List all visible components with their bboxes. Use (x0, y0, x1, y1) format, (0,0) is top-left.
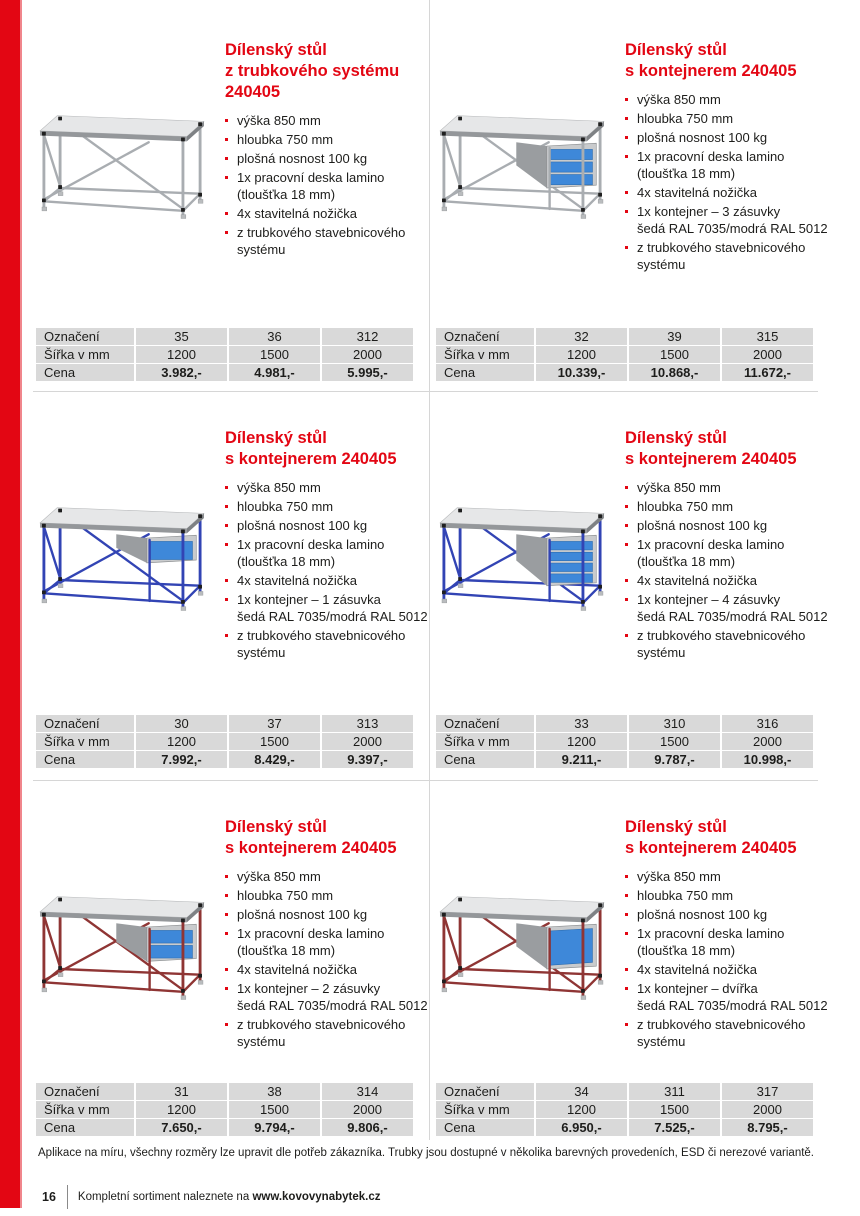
price-table-value: 312 (322, 328, 413, 345)
spec-item: z trubkového stavebnicového systému (225, 627, 443, 661)
price-table-value: 35 (136, 328, 227, 345)
price-table-value: 9.211,- (536, 751, 627, 768)
spec-item: 1x pracovní deska lamino (tloušťka 18 mm) (625, 148, 843, 182)
price-table-label: Šířka v mm (36, 346, 134, 363)
price-table-value: 1200 (536, 346, 627, 363)
price-table-value: 39 (629, 328, 720, 345)
workbench-blue-4-drawers (436, 500, 608, 622)
bullet-icon (225, 505, 228, 508)
workbench-maroon-2-drawers (36, 889, 208, 1011)
bullet-icon (625, 913, 628, 916)
spec-item: 4x stavitelná nožička (625, 572, 843, 589)
spec-item: z trubkového stavebnicového systému (225, 1016, 443, 1050)
spec-item: 1x pracovní deska lamino (tloušťka 18 mm) (625, 925, 843, 959)
price-table-value: 1500 (229, 1101, 320, 1118)
price-table-value: 316 (722, 715, 813, 732)
bullet-icon (625, 598, 628, 601)
price-table-value: 1200 (536, 733, 627, 750)
price-table-value: 1500 (229, 346, 320, 363)
price-table-value: 11.672,- (722, 364, 813, 381)
footer-text: Kompletní sortiment naleznete na (77, 1191, 250, 1203)
price-table-value: 2000 (322, 733, 413, 750)
bullet-icon (625, 191, 628, 194)
bullet-icon (625, 987, 628, 990)
bullet-icon (225, 987, 228, 990)
price-table-label: Šířka v mm (36, 733, 134, 750)
spec-item: z trubkového stavebnicového systému (625, 239, 843, 273)
bullet-icon (225, 486, 228, 489)
price-table-value: 7.992,- (136, 751, 227, 768)
spec-list (625, 868, 843, 1050)
price-table (436, 1083, 813, 1136)
product-title: Dílenský stůl z trubkového systému 240405 (225, 41, 400, 101)
bullet-icon (625, 155, 628, 158)
spec-item: 4x stavitelná nožička (225, 205, 443, 222)
price-table-value: 2000 (722, 733, 813, 750)
spec-item: plošná nosnost 100 kg (225, 150, 443, 167)
bullet-icon (625, 634, 628, 637)
spec-item: 1x pracovní deska lamino (tloušťka 18 mm) (225, 536, 443, 570)
product-title: Dílenský stůl s kontejnerem 240405 (225, 818, 397, 857)
price-table-value: 7.650,- (136, 1119, 227, 1136)
price-table-label: Šířka v mm (436, 1101, 534, 1118)
price-table-value: 9.806,- (322, 1119, 413, 1136)
page-number: 16 (42, 1190, 56, 1204)
spec-item: 4x stavitelná nožička (225, 572, 443, 589)
bullet-icon (625, 486, 628, 489)
price-table-value: 31 (136, 1083, 227, 1100)
bullet-icon (225, 875, 228, 878)
price-table-value: 315 (722, 328, 813, 345)
spec-item: 1x kontejner – 2 zásuvky šedá RAL 7035/modrá RAL 5012 (225, 980, 443, 1014)
bullet-icon (225, 932, 228, 935)
note-text: Aplikace na míru, všechny rozměry lze upravit dle potřeb zákazníka. Trubky jsou dostupné v několika barevných provedeních, ESD či nerezové variantě. (38, 1147, 815, 1159)
price-table-value: 37 (229, 715, 320, 732)
bullet-icon (625, 136, 628, 139)
price-table-value: 36 (229, 328, 320, 345)
price-table-value: 1200 (136, 346, 227, 363)
price-table-value: 4.981,- (229, 364, 320, 381)
price-table-value: 10.998,- (722, 751, 813, 768)
price-table-label: Cena (36, 364, 134, 381)
price-table-value: 1500 (629, 346, 720, 363)
price-table-value: 317 (722, 1083, 813, 1100)
bullet-icon (625, 210, 628, 213)
bullet-icon (225, 157, 228, 160)
price-table-label: Označení (36, 328, 134, 345)
spec-item: 1x kontejner – 1 zásuvka šedá RAL 7035/modrá RAL 5012 (225, 591, 443, 625)
product-card (0, 781, 460, 1171)
price-table-label: Cena (36, 1119, 134, 1136)
product-card (0, 0, 460, 390)
spec-item: plošná nosnost 100 kg (625, 517, 843, 534)
price-table-value: 32 (536, 328, 627, 345)
price-table-value: 6.950,- (536, 1119, 627, 1136)
price-table (36, 1083, 413, 1136)
price-table-value: 10.339,- (536, 364, 627, 381)
bullet-icon (625, 524, 628, 527)
spec-item: plošná nosnost 100 kg (625, 129, 843, 146)
spec-item: výška 850 mm (225, 112, 443, 129)
bullet-icon (225, 1023, 228, 1026)
spec-list (625, 479, 843, 661)
price-table (436, 715, 813, 768)
spec-item: 1x pracovní deska lamino (tloušťka 18 mm) (225, 169, 443, 203)
workbench-blue-1-drawer (36, 500, 208, 622)
bullet-icon (625, 246, 628, 249)
price-table-value: 3.982,- (136, 364, 227, 381)
price-table-label: Cena (436, 1119, 534, 1136)
price-table (436, 328, 813, 381)
price-table-value: 1500 (629, 733, 720, 750)
workbench-silver-no-container (36, 108, 208, 230)
bullet-icon (625, 543, 628, 546)
bullet-icon (225, 176, 228, 179)
price-table-value: 30 (136, 715, 227, 732)
spec-item: z trubkového stavebnicového systému (625, 1016, 843, 1050)
bullet-icon (225, 913, 228, 916)
price-table-label: Označení (436, 328, 534, 345)
page-footer (42, 1185, 380, 1209)
price-table-label: Označení (436, 1083, 534, 1100)
spec-item: hloubka 750 mm (225, 887, 443, 904)
product-card (400, 392, 860, 782)
spec-item: hloubka 750 mm (225, 498, 443, 515)
spec-item: 4x stavitelná nožička (625, 184, 843, 201)
price-table-value: 38 (229, 1083, 320, 1100)
spec-item: 4x stavitelná nožička (225, 961, 443, 978)
bullet-icon (225, 579, 228, 582)
spec-item: výška 850 mm (625, 91, 843, 108)
price-table-value: 9.787,- (629, 751, 720, 768)
price-table-value: 314 (322, 1083, 413, 1100)
price-table-value: 7.525,- (629, 1119, 720, 1136)
bullet-icon (625, 932, 628, 935)
spec-item: plošná nosnost 100 kg (225, 517, 443, 534)
spec-item: hloubka 750 mm (625, 887, 843, 904)
price-table-value: 33 (536, 715, 627, 732)
spec-item: 1x kontejner – dvířka šedá RAL 7035/modrá RAL 5012 (625, 980, 843, 1014)
price-table-value: 2000 (722, 1101, 813, 1118)
bullet-icon (225, 634, 228, 637)
product-card (0, 392, 460, 782)
product-title: Dílenský stůl s kontejnerem 240405 (625, 41, 797, 80)
footer-link[interactable]: www.kovovynabytek.cz (252, 1191, 381, 1203)
bullet-icon (625, 1023, 628, 1026)
bullet-icon (625, 579, 628, 582)
spec-list (625, 91, 843, 273)
bullet-icon (625, 117, 628, 120)
workbench-silver-3-drawers (436, 108, 608, 230)
price-table-label: Cena (436, 751, 534, 768)
spec-item: 4x stavitelná nožička (625, 961, 843, 978)
spec-item: výška 850 mm (625, 479, 843, 496)
price-table-label: Označení (436, 715, 534, 732)
price-table-value: 1200 (136, 733, 227, 750)
price-table-label: Šířka v mm (436, 733, 534, 750)
spec-item: hloubka 750 mm (625, 110, 843, 127)
price-table-value: 9.397,- (322, 751, 413, 768)
spec-item: z trubkového stavebnicového systému (225, 224, 443, 258)
spec-item: hloubka 750 mm (625, 498, 843, 515)
bullet-icon (225, 598, 228, 601)
price-table-value: 8.429,- (229, 751, 320, 768)
bullet-icon (625, 98, 628, 101)
price-table (36, 328, 413, 381)
bullet-icon (625, 875, 628, 878)
price-table-value: 2000 (722, 346, 813, 363)
spec-item: výška 850 mm (625, 868, 843, 885)
price-table-value: 2000 (322, 1101, 413, 1118)
price-table-value: 10.868,- (629, 364, 720, 381)
bullet-icon (225, 968, 228, 971)
price-table-value: 2000 (322, 346, 413, 363)
footer-divider (67, 1185, 68, 1209)
price-table-value: 1500 (629, 1101, 720, 1118)
spec-item: 1x kontejner – 4 zásuvky šedá RAL 7035/modrá RAL 5012 (625, 591, 843, 625)
price-table-value: 34 (536, 1083, 627, 1100)
product-title: Dílenský stůl s kontejnerem 240405 (625, 818, 797, 857)
price-table-value: 1500 (229, 733, 320, 750)
price-table-value: 1200 (536, 1101, 627, 1118)
bullet-icon (225, 524, 228, 527)
price-table-label: Cena (436, 364, 534, 381)
bullet-icon (225, 138, 228, 141)
product-card (400, 0, 860, 390)
price-table (36, 715, 413, 768)
spec-item: hloubka 750 mm (225, 131, 443, 148)
spec-item: 1x pracovní deska lamino (tloušťka 18 mm) (625, 536, 843, 570)
product-card (400, 781, 860, 1171)
bullet-icon (225, 212, 228, 215)
price-table-value: 1200 (136, 1101, 227, 1118)
bullet-icon (225, 894, 228, 897)
product-title: Dílenský stůl s kontejnerem 240405 (225, 429, 397, 468)
product-title: Dílenský stůl s kontejnerem 240405 (625, 429, 797, 468)
spec-item: výška 850 mm (225, 868, 443, 885)
price-table-value: 5.995,- (322, 364, 413, 381)
price-table-label: Označení (36, 715, 134, 732)
price-table-label: Označení (36, 1083, 134, 1100)
price-table-value: 9.794,- (229, 1119, 320, 1136)
spec-item: výška 850 mm (225, 479, 443, 496)
price-table-value: 310 (629, 715, 720, 732)
spec-item: 1x kontejner – 3 zásuvky šedá RAL 7035/modrá RAL 5012 (625, 203, 843, 237)
bullet-icon (625, 968, 628, 971)
price-table-label: Cena (36, 751, 134, 768)
price-table-label: Šířka v mm (436, 346, 534, 363)
bullet-icon (225, 231, 228, 234)
price-table-value: 311 (629, 1083, 720, 1100)
spec-item: 1x pracovní deska lamino (tloušťka 18 mm) (225, 925, 443, 959)
bullet-icon (625, 505, 628, 508)
spec-item: plošná nosnost 100 kg (225, 906, 443, 923)
workbench-maroon-door (436, 889, 608, 1011)
spec-item: plošná nosnost 100 kg (625, 906, 843, 923)
bullet-icon (225, 543, 228, 546)
bullet-icon (625, 894, 628, 897)
price-table-value: 313 (322, 715, 413, 732)
price-table-label: Šířka v mm (36, 1101, 134, 1118)
bullet-icon (225, 119, 228, 122)
spec-item: z trubkového stavebnicového systému (625, 627, 843, 661)
price-table-value: 8.795,- (722, 1119, 813, 1136)
